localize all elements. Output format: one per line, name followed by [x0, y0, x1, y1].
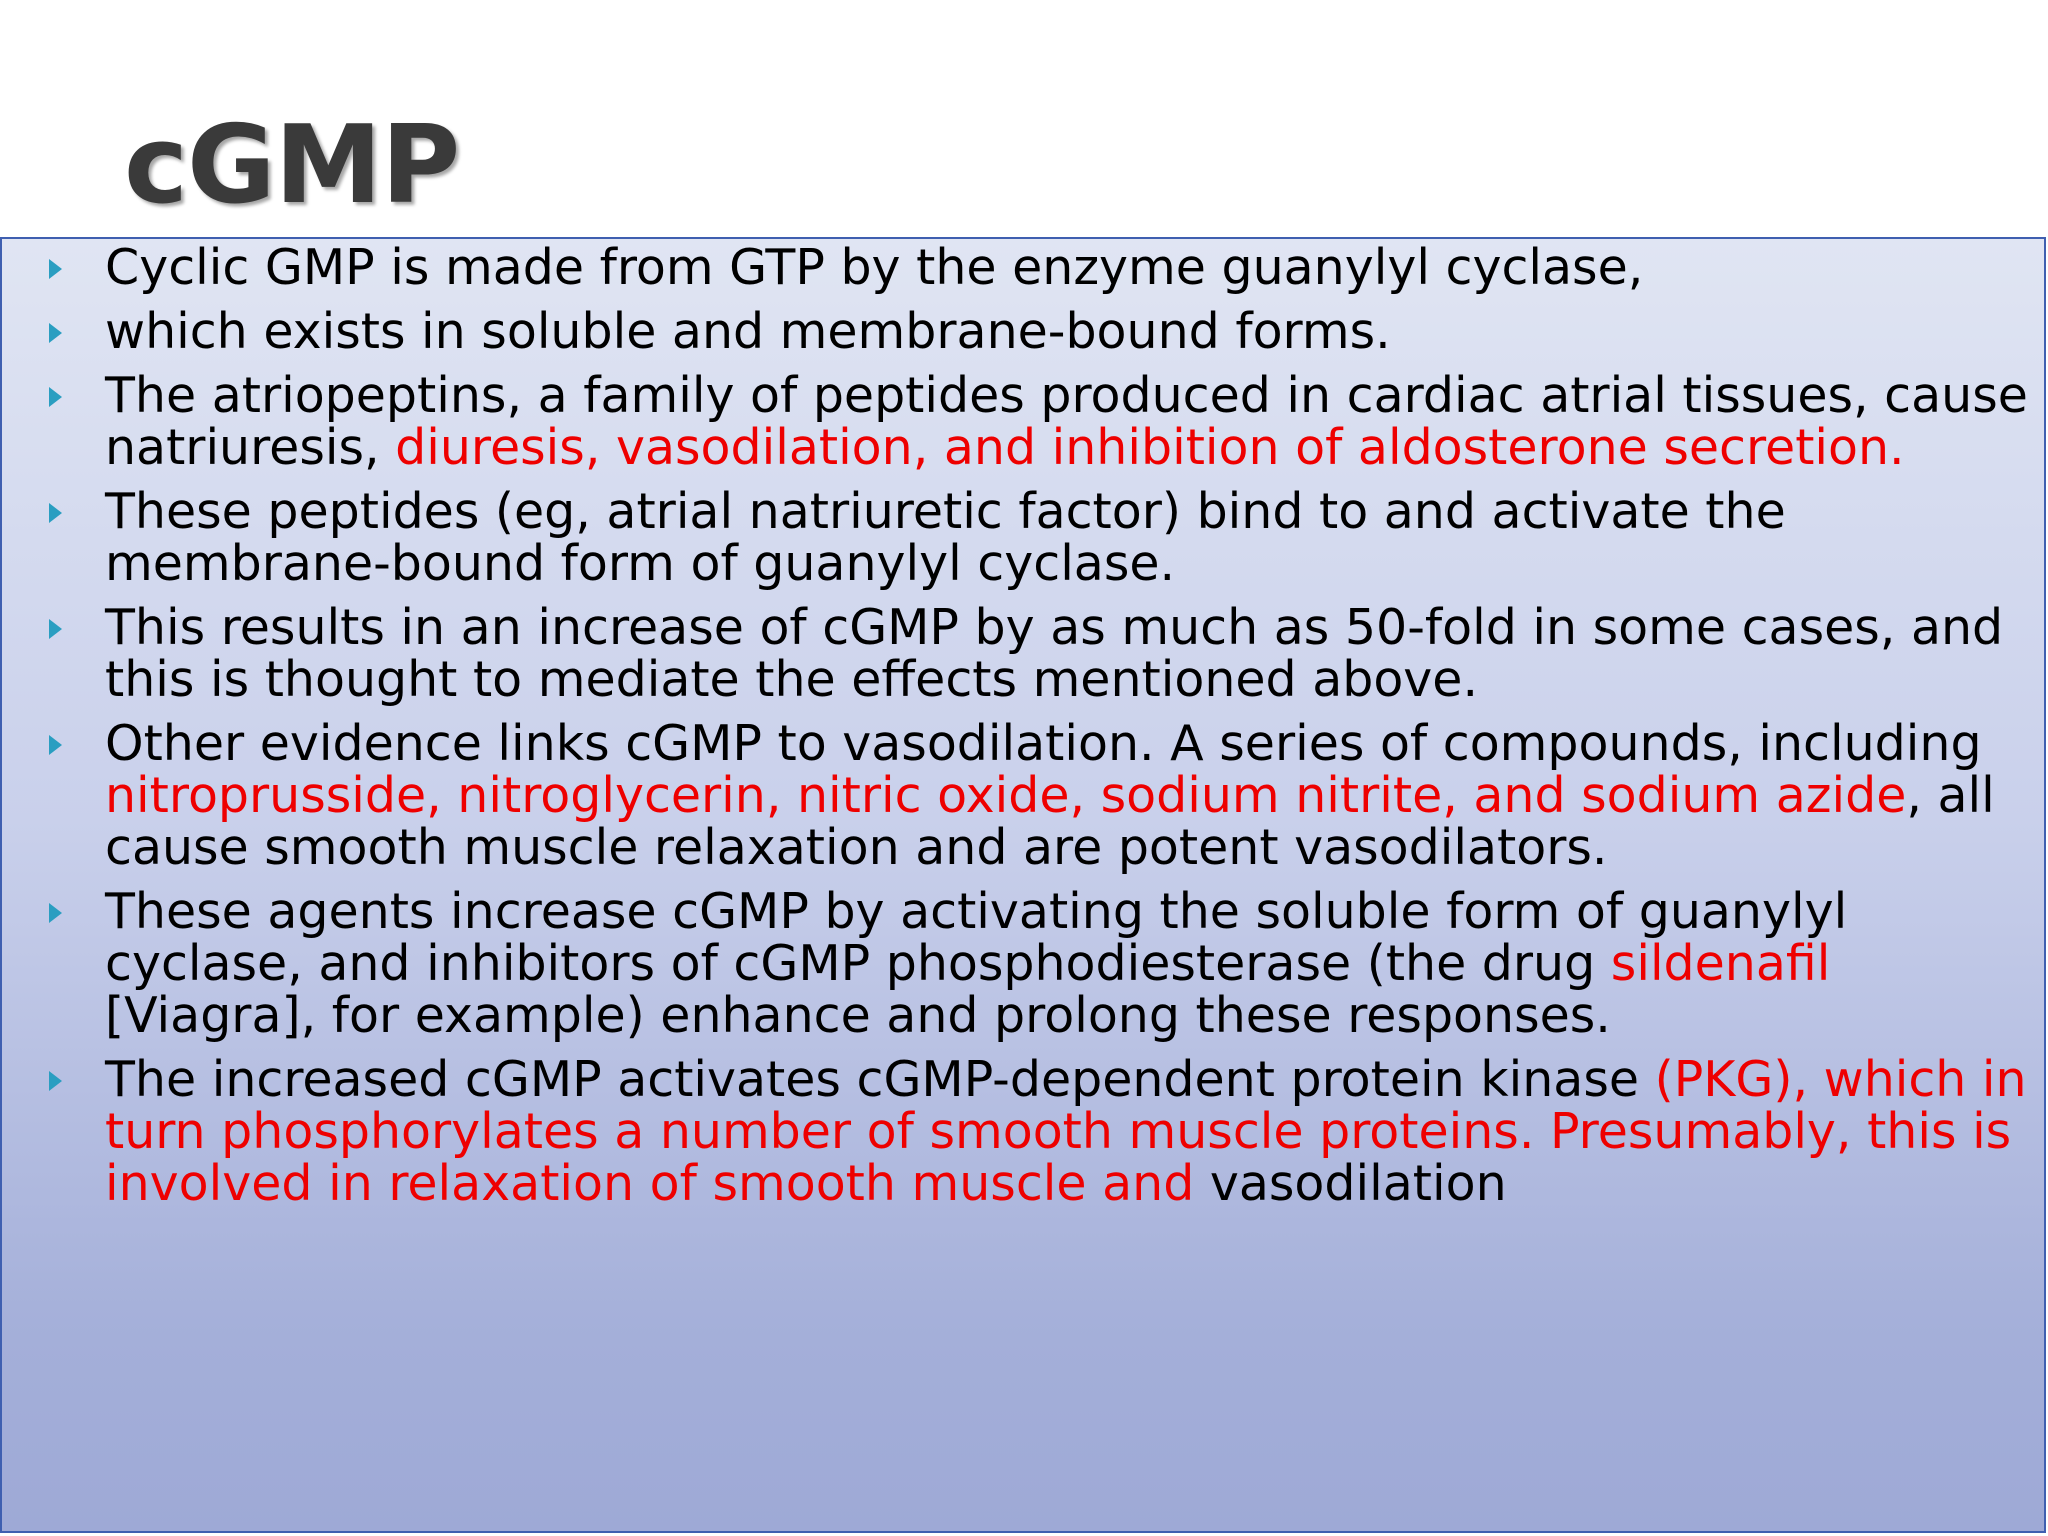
bullet-text: The atriopeptins, a family of peptides produced in cardiac atrial tissues, cause natriuresis, — [105, 367, 2028, 476]
bullet-item — [2, 239, 2042, 294]
bullet-item — [2, 483, 2042, 592]
bullet-list — [2, 239, 2042, 1222]
bullet-item — [2, 367, 2042, 476]
content-box — [0, 237, 2046, 1533]
bullet-item — [2, 1051, 2042, 1212]
bullet-item — [2, 883, 2042, 1044]
bullet-item — [2, 303, 2042, 360]
bullet-highlight: nitroprusside, nitroglycerin, nitric oxide, sodium nitrite, and sodium azide — [105, 767, 1907, 824]
bullet-marker-icon — [49, 619, 62, 639]
bullet-marker-icon — [49, 735, 62, 755]
bullet-text: Other evidence links cGMP to vasodilation. A series of compounds, including — [105, 715, 1982, 772]
bullet-text: This results in an increase of cGMP by as much as 50-fold in some cases, and this is thought to mediate the effects mentioned above. — [105, 599, 2004, 708]
bullet-marker-icon — [49, 323, 62, 343]
bullet-text: These agents increase cGMP by activating the soluble form of guanylyl cyclase, and inhibitors of cGMP phosphodiesterase (the drug — [105, 883, 1848, 992]
bullet-text: [Viagra], for example) enhance and prolong these responses. — [105, 987, 1611, 1044]
bullet-text: vasodilation — [1194, 1155, 1507, 1212]
bullet-highlight: sildenafil — [1610, 935, 1831, 992]
bullet-marker-icon — [49, 503, 62, 523]
bullet-text: The increased cGMP activates cGMP-dependent protein kinase — [105, 1051, 1655, 1108]
bullet-marker-icon — [49, 387, 62, 407]
bullet-text: These peptides (eg, atrial natriuretic factor) bind to and activate the membrane-bound form of guanylyl cyclase. — [105, 483, 1786, 592]
bullet-marker-icon — [49, 903, 62, 923]
bullet-marker-icon — [49, 259, 62, 279]
bullet-highlight: (PKG), which in turn phosphorylates a number of smooth muscle proteins. Presumably, this is involved in relaxation of smooth muscle and — [105, 1051, 2027, 1212]
bullet-text: , all cause smooth muscle relaxation and are potent vasodilators. — [105, 767, 1995, 876]
bullet-text: which exists in soluble and membrane-bound forms. — [105, 303, 1391, 360]
bullet-text: Cyclic GMP is made from GTP by the enzyme guanylyl cyclase, — [105, 239, 1644, 296]
bullet-marker-icon — [49, 1071, 62, 1091]
slide-title: cGMP — [124, 103, 460, 228]
bullet-item — [2, 599, 2042, 708]
bullet-item — [2, 715, 2042, 876]
bullet-highlight: diuresis, vasodilation, and inhibition of aldosterone secretion. — [395, 419, 1905, 476]
